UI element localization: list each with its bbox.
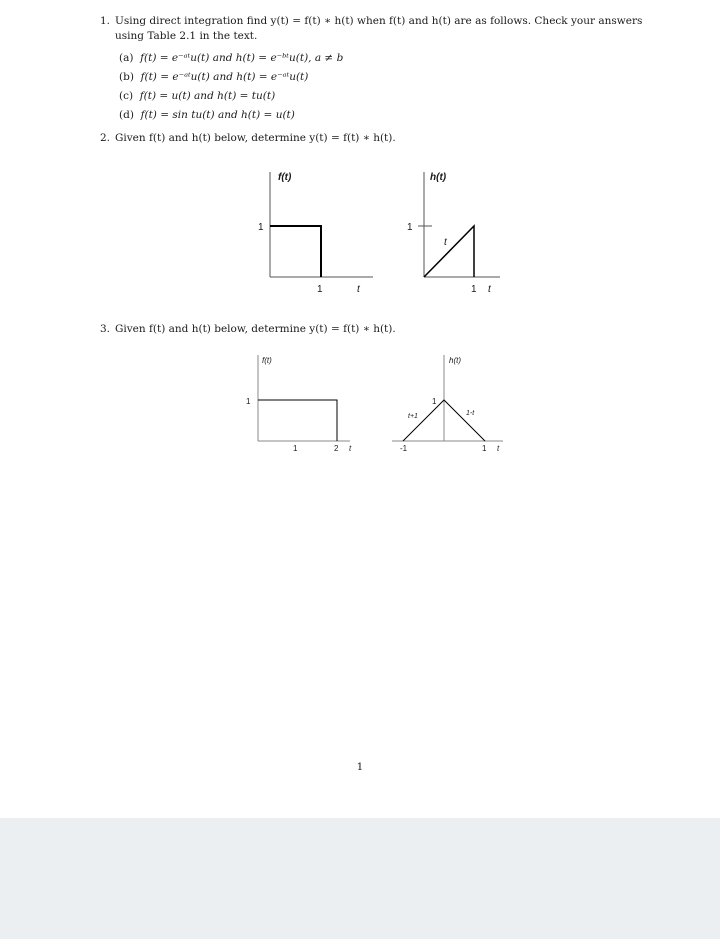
p3-f-pulse [258, 400, 337, 441]
problem2-number: 2. [100, 132, 111, 144]
p3-h-right-label: 1-t [466, 410, 475, 417]
part-text: f(t) = sin tu(t) and h(t) = u(t) [140, 109, 295, 121]
part-text: f(t) = e⁻ᵃᵗu(t) and h(t) = e⁻ᵃᵗu(t) [140, 71, 309, 83]
p3-f-xlabel: t [349, 444, 352, 453]
part-label: (a) [119, 52, 134, 64]
p3-f-xtick1: 1 [293, 444, 298, 453]
p2-h-xlabel: t [488, 284, 491, 295]
p3-h-ytick: 1 [432, 397, 437, 406]
part-label: (b) [119, 71, 134, 83]
problem3-text: Given f(t) and h(t) below, determine y(t) = f(t) ∗ h(t). [115, 323, 396, 335]
p2-f-pulse [270, 226, 321, 277]
p2-h-slope-label: t [444, 237, 447, 248]
p2-h-xtick: 1 [471, 284, 477, 295]
p2-h-title: h(t) [430, 172, 447, 183]
part-text: f(t) = u(t) and h(t) = tu(t) [139, 90, 276, 102]
p3-h-xtick-left: -1 [400, 444, 408, 453]
p2-h-graph [407, 172, 500, 295]
problem1-line1: Using direct integration find y(t) = f(t) ∗ h(t) when f(t) and h(t) are as follows. Check your answers [115, 15, 643, 27]
p3-f-xtick2: 2 [334, 444, 339, 453]
p3-h-graph [392, 355, 503, 453]
problem1-line2: using Table 2.1 in the text. [115, 30, 258, 42]
p3-h-title: h(t) [449, 356, 461, 365]
part-label: (d) [119, 109, 134, 121]
problem1-number: 1. [100, 15, 111, 27]
viewer-footer-area [0, 818, 720, 939]
p3-f-ytick: 1 [246, 397, 251, 406]
problem2-text: Given f(t) and h(t) below, determine y(t) = f(t) ∗ h(t). [115, 132, 396, 144]
page-number: 1 [356, 761, 364, 773]
p3-f-title: f(t) [262, 356, 272, 365]
p3-h-left-label: t+1 [408, 413, 418, 420]
problem3-number: 3. [100, 323, 111, 335]
p2-h-ytick: 1 [407, 222, 413, 233]
p3-f-graph [246, 355, 352, 453]
part-label: (c) [119, 90, 134, 102]
p2-f-ytick: 1 [258, 222, 264, 233]
p2-f-xlabel: t [357, 284, 360, 295]
problem2-graphs [0, 0, 720, 460]
p3-h-xtick-right: 1 [482, 444, 487, 453]
p2-h-ramp [424, 226, 474, 277]
p2-f-xtick: 1 [317, 284, 323, 295]
part-text: f(t) = e⁻ᵃᵗu(t) and h(t) = e⁻ᵇᵗu(t), a ≠ b [140, 52, 344, 64]
p3-h-xlabel: t [497, 444, 500, 453]
p2-f-title: f(t) [278, 172, 292, 183]
p2-f-graph [258, 172, 373, 295]
